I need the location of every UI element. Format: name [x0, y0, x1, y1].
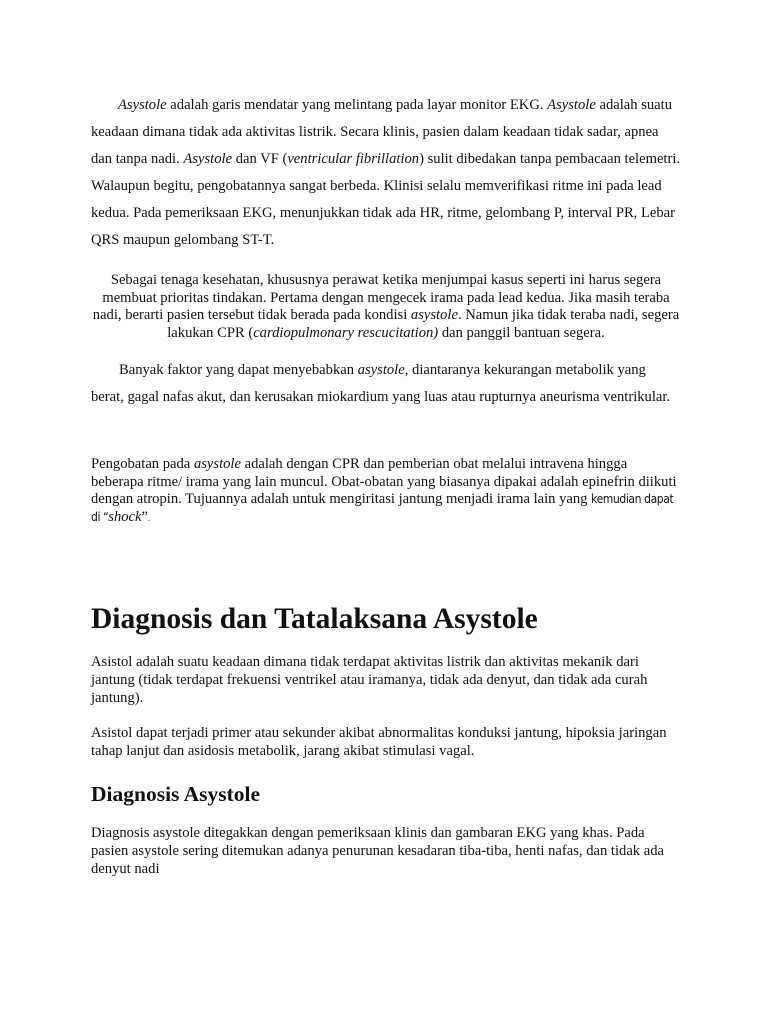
term-shock: shock — [108, 508, 142, 525]
text-run: . Namun jika tidak teraba nadi, segera lakukan CPR ( — [167, 307, 680, 341]
term-ventricular-fibrillation: ventricular fibrillation — [287, 150, 420, 167]
text-run: Sebagai tenaga kesehatan, khususnya perawat ketika menjumpai kasus seperti ini harus segera membuat prioritas tindakan. Pertama dengan mengecek irama pada lead kedua. Jika masih teraba nadi, berarti pasien tersebut tidak berada pada kondisi — [92, 272, 670, 324]
asystole-definition-paragraph — [91, 92, 681, 253]
nursing-priority-paragraph — [88, 272, 684, 342]
term-cpr: cardiopulmonary rescucitation) — [253, 324, 439, 341]
subsection-heading: Diagnosis Asystole — [91, 782, 261, 806]
term-asystole: Asystole — [547, 97, 596, 113]
text-run: Banyak faktor yang dapat menyebabkan — [119, 362, 358, 378]
text-run: adalah garis mendatar yang melintang pada layar monitor EKG. — [166, 97, 548, 113]
diagnosis-paragraph: Diagnosis asystole ditegakkan dengan pemeriksaan klinis dan gambaran EKG yang khas. Pada pasien asystole sering ditemukan adanya penurunan kesadaran tiba-tiba, henti nafas, dan tidak ada denyut nadi — [91, 825, 665, 877]
section-heading: Diagnosis dan Tatalaksana Asystole — [91, 603, 538, 635]
text-run: ) sulit dibedakan tanpa pembacaan telemetri. Walaupun begitu, pengobatannya sangat berbeda. Klinisi selalu memverifikasi ritme ini pada lead kedua. Pada pemeriksaan EKG, menunjukkan tidak ada HR, ritme, gelombang P, interval PR, Lebar QRS maupun gelombang ST-T. — [91, 150, 681, 248]
term-asystole: asystole — [193, 456, 241, 472]
term-asystole: asystole — [357, 362, 405, 378]
text-run-small: . — [148, 513, 150, 523]
text-run: , diantaranya kekurangan metabolik yang berat, gagal nafas akut, dan kerusakan miokardium yang luas atau rupturnya aneurisma ventrikular. — [91, 362, 671, 405]
term-asystole: asystole — [410, 307, 458, 324]
term-asystole: Asystole — [118, 97, 167, 113]
asistol-etiology-paragraph: Asistol dapat terjadi primer atau sekunder akibat abnormalitas konduksi jantung, hipoksia jaringan tahap lanjut dan asidosis metabolik, jarang akibat stimulasi vagal. — [91, 725, 667, 759]
text-run: adalah dengan CPR dan pemberian obat melalui intravena hingga beberapa ritme/ irama yang lain muncul. Obat-obatan yang biasanya dipakai adalah epinefrin diikuti dengan atropin. Tujuannya adalah untuk mengiritasi jantung menjadi irama lain yang — [91, 456, 677, 508]
text-run: ” — [141, 508, 148, 525]
causes-paragraph — [91, 357, 681, 411]
text-run-condensed: kemudian dapat di “ — [91, 492, 674, 524]
asistol-definition-paragraph: Asistol adalah suatu keadaan dimana tidak terdapat aktivitas listrik dan aktivitas mekanik dari jantung (tidak terdapat frekuensi ventrikel atau iramanya, tidak ada denyut, dan tidak ada curah jantung). — [91, 654, 648, 706]
text-run: adalah suatu keadaan dimana tidak ada aktivitas listrik. Secara klinis, pasien dalam keadaan tidak sadar, apnea dan tanpa nadi. — [91, 97, 672, 167]
treatment-paragraph — [91, 456, 681, 527]
text-run: dan panggil bantuan segera. — [438, 324, 605, 341]
term-asystole: Asystole — [183, 150, 233, 167]
text-run: dan VF ( — [232, 150, 288, 167]
text-run: Pengobatan pada — [91, 456, 194, 472]
